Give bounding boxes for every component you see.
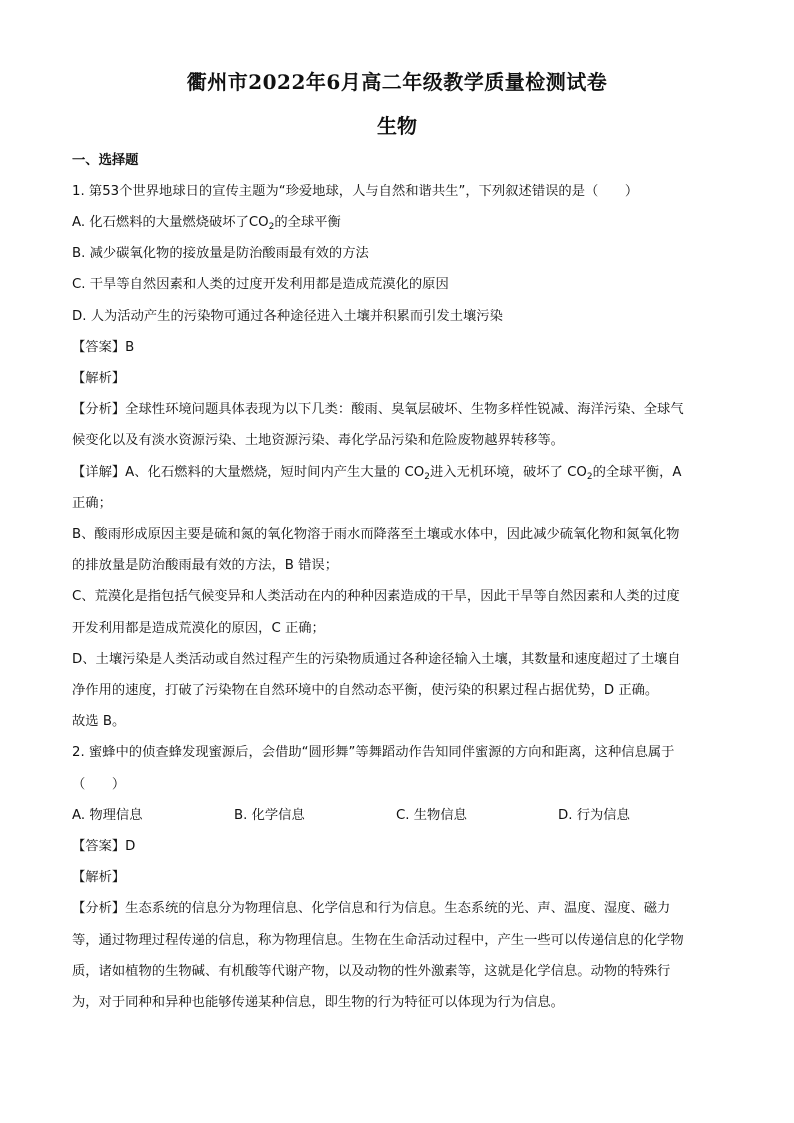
q1-detail-sub-2: 2 <box>586 472 593 482</box>
q1-detail-c: 的全球平衡，A <box>592 465 682 480</box>
q2-fenxi-line-4: 为，对于同种和异种也能够传递某种信息，即生物的行为特征可以体现为行为信息。 <box>72 995 564 1010</box>
q1-c-line-2: 开发利用都是造成荒漠化的原因，C 正确； <box>72 621 325 636</box>
q2-fenxi-line-2: 等，通过物理过程传递的信息，称为物理信息。生物在生命活动过程中，产生一些可以传递信息的化学物 <box>72 933 684 948</box>
section-heading: 一、选择题 <box>72 153 139 168</box>
q2-answer: 【答案】D <box>72 839 136 854</box>
q1-option-b: B. 减少碳氧化物的接放量是防治酸雨最有效的方法 <box>72 246 369 261</box>
q2-fenxi-line-1: 【分析】生态系统的信息分为物理信息、化学信息和行为信息。生态系统的光、声、温度、湿度、磁力 <box>72 901 671 916</box>
q1-option-d: D. 人为活动产生的污染物可通过各种途径进入土壤并积累而引发土壤污染 <box>72 309 503 324</box>
q1-d-line-2: 净作用的速度，打破了污染物在自然环境中的自然动态平衡，使污染的积累过程占据优势，D 正确。 <box>72 683 659 698</box>
q1-detail-line-1 <box>72 463 682 483</box>
q1-option-a-tail: 的全球平衡 <box>274 215 341 230</box>
q2-analysis-label: 【解析】 <box>72 870 126 885</box>
q1-option-a-text: A. 化石燃料的大量燃烧破坏了CO <box>72 215 269 230</box>
q1-detail-sub-1: 2 <box>424 472 430 482</box>
q1-option-a-sub: 2 <box>268 222 275 232</box>
q2-option-d: D. 行为信息 <box>558 808 630 823</box>
q1-stem: 1. 第53个世界地球日的宣传主题为“珍爱地球，人与自然和谐共生”，下列叙述错误的是（ ） <box>72 184 639 199</box>
q2-fenxi-line-3: 质，诸如植物的生物碱、有机酸等代谢产物，以及动物的性外激素等，这就是化学信息。动物的特殊行 <box>72 964 671 979</box>
q1-option-a <box>72 213 341 233</box>
subject-title: 生物 <box>377 114 417 138</box>
q1-detail-b: 进入无机环境，破坏了 CO <box>429 465 587 480</box>
q2-stem-line-2: （ ） <box>72 777 126 792</box>
q1-detail-line-2: 正确； <box>72 496 112 511</box>
q1-detail-a: 【详解】A、化石燃料的大量燃烧，短时间内产生大量的 CO <box>72 465 425 480</box>
q1-b-line-1: B、酸雨形成原因主要是硫和氮的氧化物溶于雨水而降落至土壤或水体中，因此减少硫氧化物和氮氧化物 <box>72 527 680 542</box>
q1-conclusion: 故选 B。 <box>72 714 126 729</box>
q1-option-c: C. 干旱等自然因素和人类的过度开发利用都是造成荒漠化的原因 <box>72 277 449 292</box>
q2-option-b: B. 化学信息 <box>234 808 305 823</box>
q2-option-a: A. 物理信息 <box>72 808 143 823</box>
q1-answer: 【答案】B <box>72 340 135 355</box>
q1-d-line-1: D、土壤污染是人类活动或自然过程产生的污染物质通过各种途径输入土壤，其数量和速度超过了土壤自 <box>72 652 681 667</box>
q1-c-line-1: C、荒漠化是指包括气候变异和人类活动在内的种种因素造成的干旱，因此干旱等自然因素和人类的过度 <box>72 589 680 604</box>
q2-option-c: C. 生物信息 <box>396 808 467 823</box>
q2-stem-line-1: 2. 蜜蜂中的侦查蜂发现蜜源后，会借助“圆形舞”等舞蹈动作告知同伴蜜源的方向和距离，这种信息属于 <box>72 745 675 760</box>
q1-fenxi-line-2: 候变化以及有淡水资源污染、土地资源污染、毒化学品污染和危险废物越界转移等。 <box>72 433 564 448</box>
q1-analysis-label: 【解析】 <box>72 371 126 386</box>
q1-b-line-2: 的排放量是防治酸雨最有效的方法，B 错误； <box>72 558 338 573</box>
q1-fenxi-line-1: 【分析】全球性环境问题具体表现为以下几类：酸雨、臭氧层破坏、生物多样性锐减、海洋污染、全球气 <box>72 402 684 417</box>
exam-title: 衢州市2022年6月高二年级教学质量检测试卷 <box>186 70 608 94</box>
